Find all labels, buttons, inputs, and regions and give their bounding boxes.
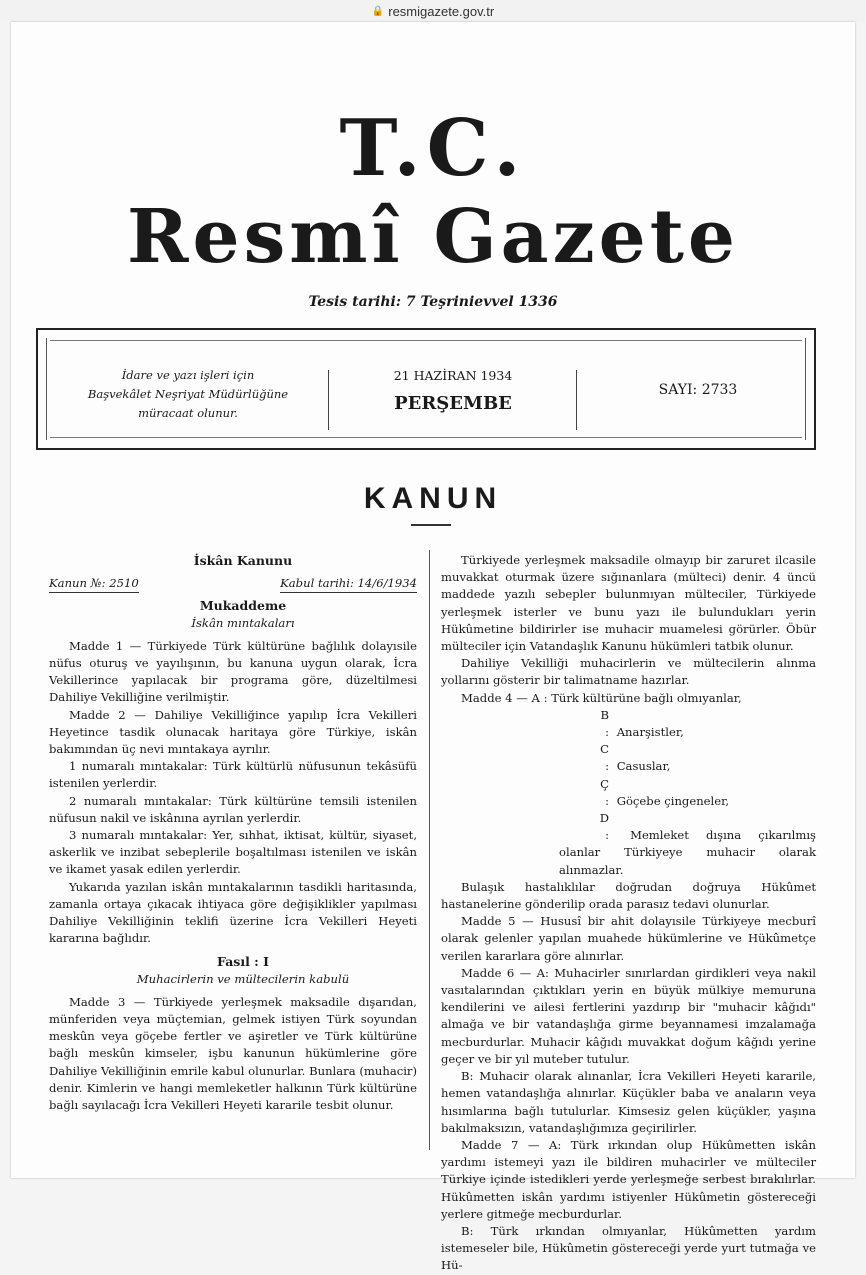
issue-day: PERŞEMBE <box>394 393 512 414</box>
article-paragraph: B: Muhacir olarak alınanlar, İcra Vekilleri Heyeti kararile, hemen vatandaşlığa alınırlar. Küçükler baba ve anaların veya hısımlarına bağlı tutulurlar. Kimsesiz gelen küçükler, yaşına bakılmaksızın, vatandaşlığımıza geçirilirler. <box>441 1069 816 1135</box>
article-paragraph: Yukarıda yazılan iskân mıntakalarının tasdikli haritasında, zamanla ortaya çıkacak ihtiyaca göre değişiklikler yapılması Dahiliye Vekilliğinin teklifi üzerine İcra Vekilleri Heyeti kararına bağlıdır. <box>49 879 417 946</box>
subheading-iskan: İskân mıntakaları <box>191 615 295 630</box>
madde4-label: B : <box>600 707 609 740</box>
madde4-lead: Madde 4 — A : Türk kültürüne bağlı olmıyanlar, <box>461 690 742 705</box>
madde4-text: Göçebe çingeneler, <box>616 793 730 808</box>
issue-info-box <box>36 328 816 450</box>
article-paragraph: Madde 3 — Türkiyede yerleşmek maksadile dışarıdan, münferiden veya müçtemian, gelmek istiyen Türk soyundan meskûn veya göçebe fertler ve aşiretler ve Türk kültürüne bağlı meskûn kimseler, işbu kanunun hükümlerine göre Dahiliye Vekilliğinin emrile kabul olunurlar. Bunlara (muhacir) denir. Kimlerin ve hangi memleketler halkının Türk kültürüne bağlı sayılacağı İcra Vekilleri Heyeti kararile tesbit olunur. <box>49 994 417 1113</box>
law-number-row <box>49 575 417 593</box>
column-divider <box>429 550 430 1150</box>
article-paragraph: 2 numaralı mıntakalar: Türk kültürüne temsili istenilen nüfusun nakil ve iskânına ayrılan yerlerdir. <box>49 793 417 825</box>
madde4-label: Ç : <box>600 776 609 808</box>
info-box-bottom-rule <box>50 437 802 438</box>
article-paragraph: 3 numaralı mıntakalar: Yer, sıhhat, iktisat, kültür, siyaset, askerlik ve inzibat sebeplerile boşaltılması istenilen ve iskân ve ikamet yasak edilen yerlerdir. <box>49 828 417 877</box>
madde4-label: D : <box>599 811 609 843</box>
right-column <box>441 552 816 1275</box>
article-paragraph: Madde 2 — Dahiliye Vekilliğince yapılıp İcra Vekilleri Heyetince tasdik olunacak haritaya göre Türkiye, iskân bakımından üç nevi mıntakaya ayrılır. <box>49 707 417 757</box>
article-paragraph: Dahiliye Vekilliği muhacirlerin ve mültecilerin alınma yollarını gösterir bir talimatname hazırlar. <box>441 656 816 688</box>
madde4-label: A : <box>531 690 548 705</box>
issue-date: 21 HAZİRAN 1934 <box>393 368 513 383</box>
browser-address-bar[interactable] <box>0 0 866 22</box>
newspaper-page <box>11 22 855 1273</box>
article-paragraph: 1 numaralı mıntakalar: Türk kültürlü nüfusunun tekâsüfü istenilen yerlerdir. <box>49 759 417 791</box>
article-paragraph: B: Türk ırkından olmıyanlar, Hükûmetten yardım istemeseler bile, Hükûmetin göstereceği yerde yurt tutmağa ve Hü- <box>441 1223 816 1273</box>
madde4-label: C : <box>600 742 609 774</box>
issue-number: SAYI: 2733 <box>658 382 738 398</box>
madde4-text: Memleket dışına çıkarılmış olanlar Türkiyeye muhacir olarak alınmazlar. <box>559 828 816 877</box>
section-title: KANUN <box>363 482 503 515</box>
madde4-item <box>441 776 816 810</box>
url-text: resmigazete.gov.tr <box>388 3 495 19</box>
contact-line: İdare ve yazı işleri için <box>121 368 255 382</box>
contact-note <box>58 366 318 423</box>
article-paragraph: Madde 7 — A: Türk ırkından olup Hükûmetten iskân yardımı istemeyi yazı ile bildiren muhacirler ve mülteciler Türkiye içinde istedikleri yerde yerleşmeğe serbest bırakılırlar. Hükûmetten iskân yardımı istiyenler Hükûmetin göstereceği yerlere gitmeğe mecburdurlar. <box>441 1137 816 1221</box>
article-paragraph: Madde 6 — A: Muhacirler sınırlardan girdikleri veya nakil vasıtalarından çıktıkları yerin en büyük mülkiye memuruna kendilerini ve ailesi fertlerini yazdırıp bir "muhacir kâğıdı" almağa ve bir vatandaşlığa girme beyannamesi imzalamağa mecburdurlar. Muhacir kâğıdı muvakkat doğum kâğıdı yerine geçer ve bir yıl muteber tutulur. <box>441 965 816 1066</box>
info-separator <box>328 370 329 430</box>
contact-line: müracaat olunur. <box>138 406 238 420</box>
section-rule <box>411 524 451 526</box>
article-paragraph: Madde 1 — Türkiyede Türk kültürüne bağlılık dolayısile nüfus oturuş ve yayılışının, bu kanuna uygun olarak, İcra Vekillerince yapılacak bir programa göre, düzeltilmesi Dahiliye Vekilliğine verilmiştir. <box>49 638 417 705</box>
founding-date: Tesis tarihi: 7 Teşrinievvel 1336 <box>308 294 558 310</box>
subheading-kabul: Muhacirlerin ve mültecilerin kabulü <box>136 971 350 986</box>
madde4-text: Anarşistler, <box>616 725 684 740</box>
contact-line: Başvekâlet Neşriyat Müdürlüğüne <box>87 387 289 401</box>
madde4-text: Casuslar, <box>616 759 671 774</box>
article-paragraph: Bulaşık hastalıklılar doğrudan doğruya Hükûmet hastanelerine gönderilip orada parasız tedavi olunurlar. <box>441 879 816 912</box>
law-number: Kanun №: 2510 <box>49 575 139 593</box>
heading-fasil: Fasıl : I <box>217 954 269 970</box>
heading-mukaddeme: Mukaddeme <box>199 598 287 614</box>
lock-icon: 🔒 <box>371 5 385 17</box>
accept-date: Kabul tarihi: 14/6/1934 <box>280 575 417 593</box>
madde4-text: Türk kültürüne bağlı olmıyanlar, <box>551 690 742 705</box>
info-box-top-rule <box>50 340 802 341</box>
left-column <box>49 552 417 1114</box>
masthead-title: Resmî Gazete <box>127 194 739 280</box>
madde4-item <box>441 741 816 775</box>
info-separator <box>576 370 577 430</box>
madde4-item <box>441 810 816 879</box>
madde4-item <box>441 707 816 741</box>
article-paragraph: Türkiyede yerleşmek maksadile olmayıp bir zaruret ilcasile muvakkat oturmak üzere sığınanlara (mülteci) denir. 4 üncü maddede yazılı sebepler bulunmıyan mülteciler, Türkiyede yerleşmek isterler ve bunu yazı ile bulundukları yerin Hükûmetine bildirirler ise muhacir muamelesi görürler. Öbür mülteciler için Vatandaşlık Kanunu hükümleri tatbik olunur. <box>441 553 816 654</box>
article-paragraph: Madde 5 — Hususî bir ahit dolayısile Türkiyeye mecburî olarak gelenler yapılan muahede hükümlerine ve Hükûmetçe verilen kararlara göre alınırlar. <box>441 914 816 963</box>
issue-date-block <box>338 368 568 414</box>
masthead-tc: T.C. <box>339 103 527 194</box>
law-title: İskân Kanunu <box>193 553 293 568</box>
